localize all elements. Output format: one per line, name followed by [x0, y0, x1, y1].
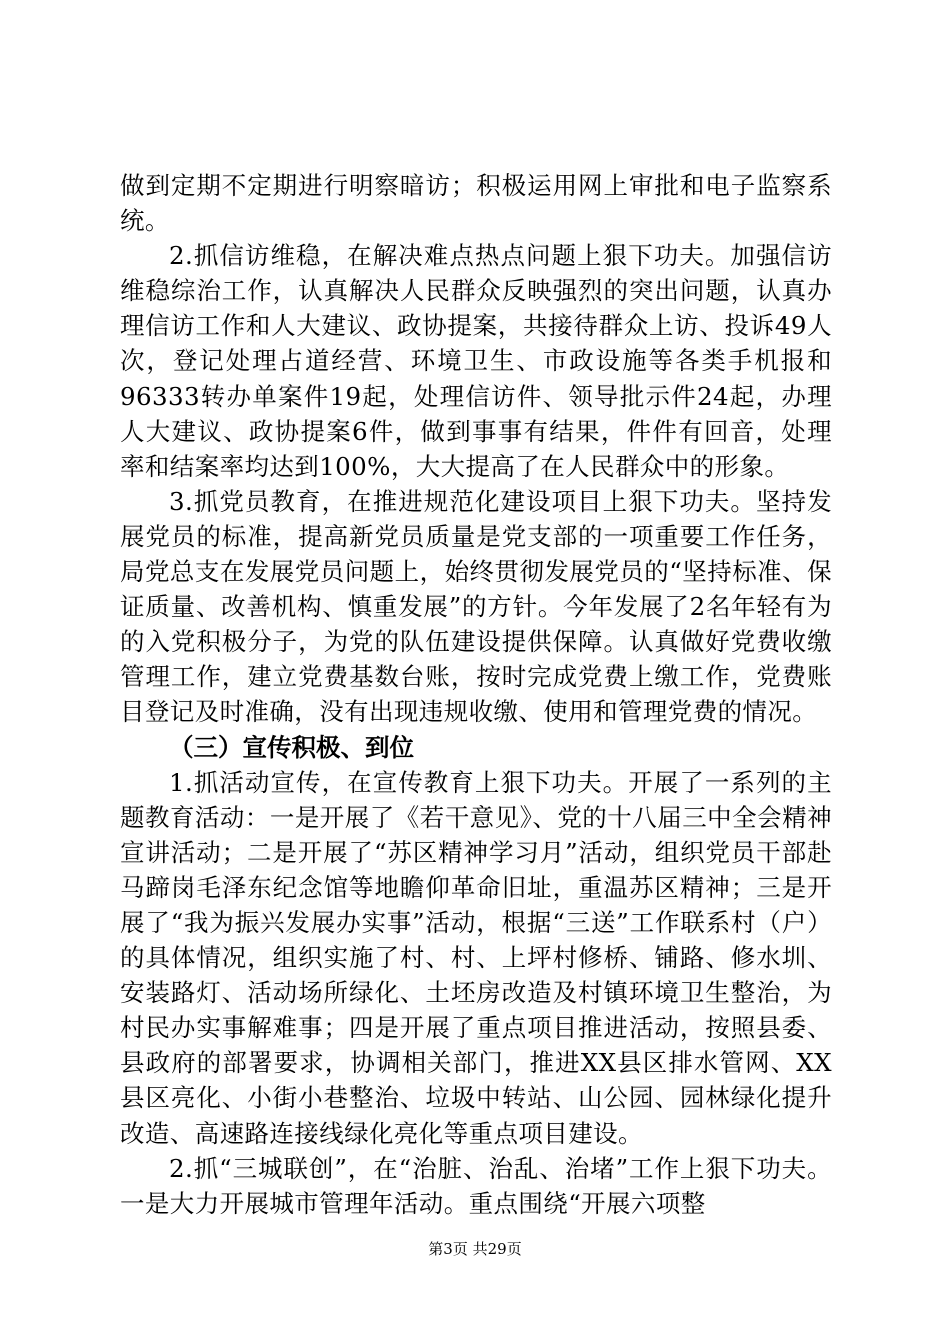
paragraph-continuation: 做到定期不定期进行明察暗访；积极运用网上审批和电子监察系统。: [120, 171, 832, 236]
paragraph-activity-publicity: 1.抓活动宣传，在宣传教育上狠下功夫。开展了一系列的主题教育活动：一是开展了《若干意见》、党的十八届三中全会精神宣讲活动；二是开展了“苏区精神学习月”活动，组织党员干部赴马蹄岗毛泽东纪念馆等地瞻仰革命旧址，重温苏区精神；三是开展了“我为振兴发展办实事”活动，根据“三送”工作联系村（户）的具体情况，组织实施了村、村、上坪村修桥、铺路、修水圳、安装路灯、活动场所绿化、土坯房改造及村镇环境卫生整治，为村民办实事解难事；四是开展了重点项目推进活动，按照县委、县政府的部署要求，协调相关部门，推进XX县区排水管网、XX县区亮化、小街小巷整治、垃圾中转站、山公园、园林绿化提升改造、高速路连接线绿化亮化等重点项目建设。: [120, 767, 832, 1148]
paragraph-three-cities: 2.抓“三城联创”，在“治脏、治乱、治堵”工作上狠下功夫。一是大力开展城市管理年活动。重点围绕“开展六项整: [120, 1153, 832, 1218]
paragraph-party-education: 3.抓党员教育，在推进规范化建设项目上狠下功夫。坚持发展党员的标准，提高新党员质量是党支部的一项重要工作任务，局党总支在发展党员问题上，始终贯彻发展党员的“坚持标准、保证质量、改善机构、慎重发展”的方针。今年发展了2名年轻有为的入党积极分子，为党的队伍建设提供保障。认真做好党费收缴管理工作，建立党费基数台账，按时完成党费上缴工作，党费账目登记及时准确，没有出现违规收缴、使用和管理党费的情况。: [120, 486, 832, 727]
page-footer: 第3页 共29页: [428, 1240, 522, 1258]
section-heading: （三）宣传积极、到位: [169, 732, 414, 762]
document-body: [120, 168, 832, 1221]
paragraph-petition: 2.抓信访维稳，在解决难点热点问题上狠下功夫。加强信访维稳综治工作，认真解决人民群众反映强烈的突出问题，认真办理信访工作和人大建议、政协提案，共接待群众上访、投诉49人次，登记处理占道经营、环境卫生、市政设施等各类手机报和96333转办单案件19起，处理信访件、领导批示件24起，办理人大建议、政协提案6件，做到事事有结果，件件有回音，处理率和结案率均达到100%，大大提高了在人民群众中的形象。: [120, 241, 832, 481]
